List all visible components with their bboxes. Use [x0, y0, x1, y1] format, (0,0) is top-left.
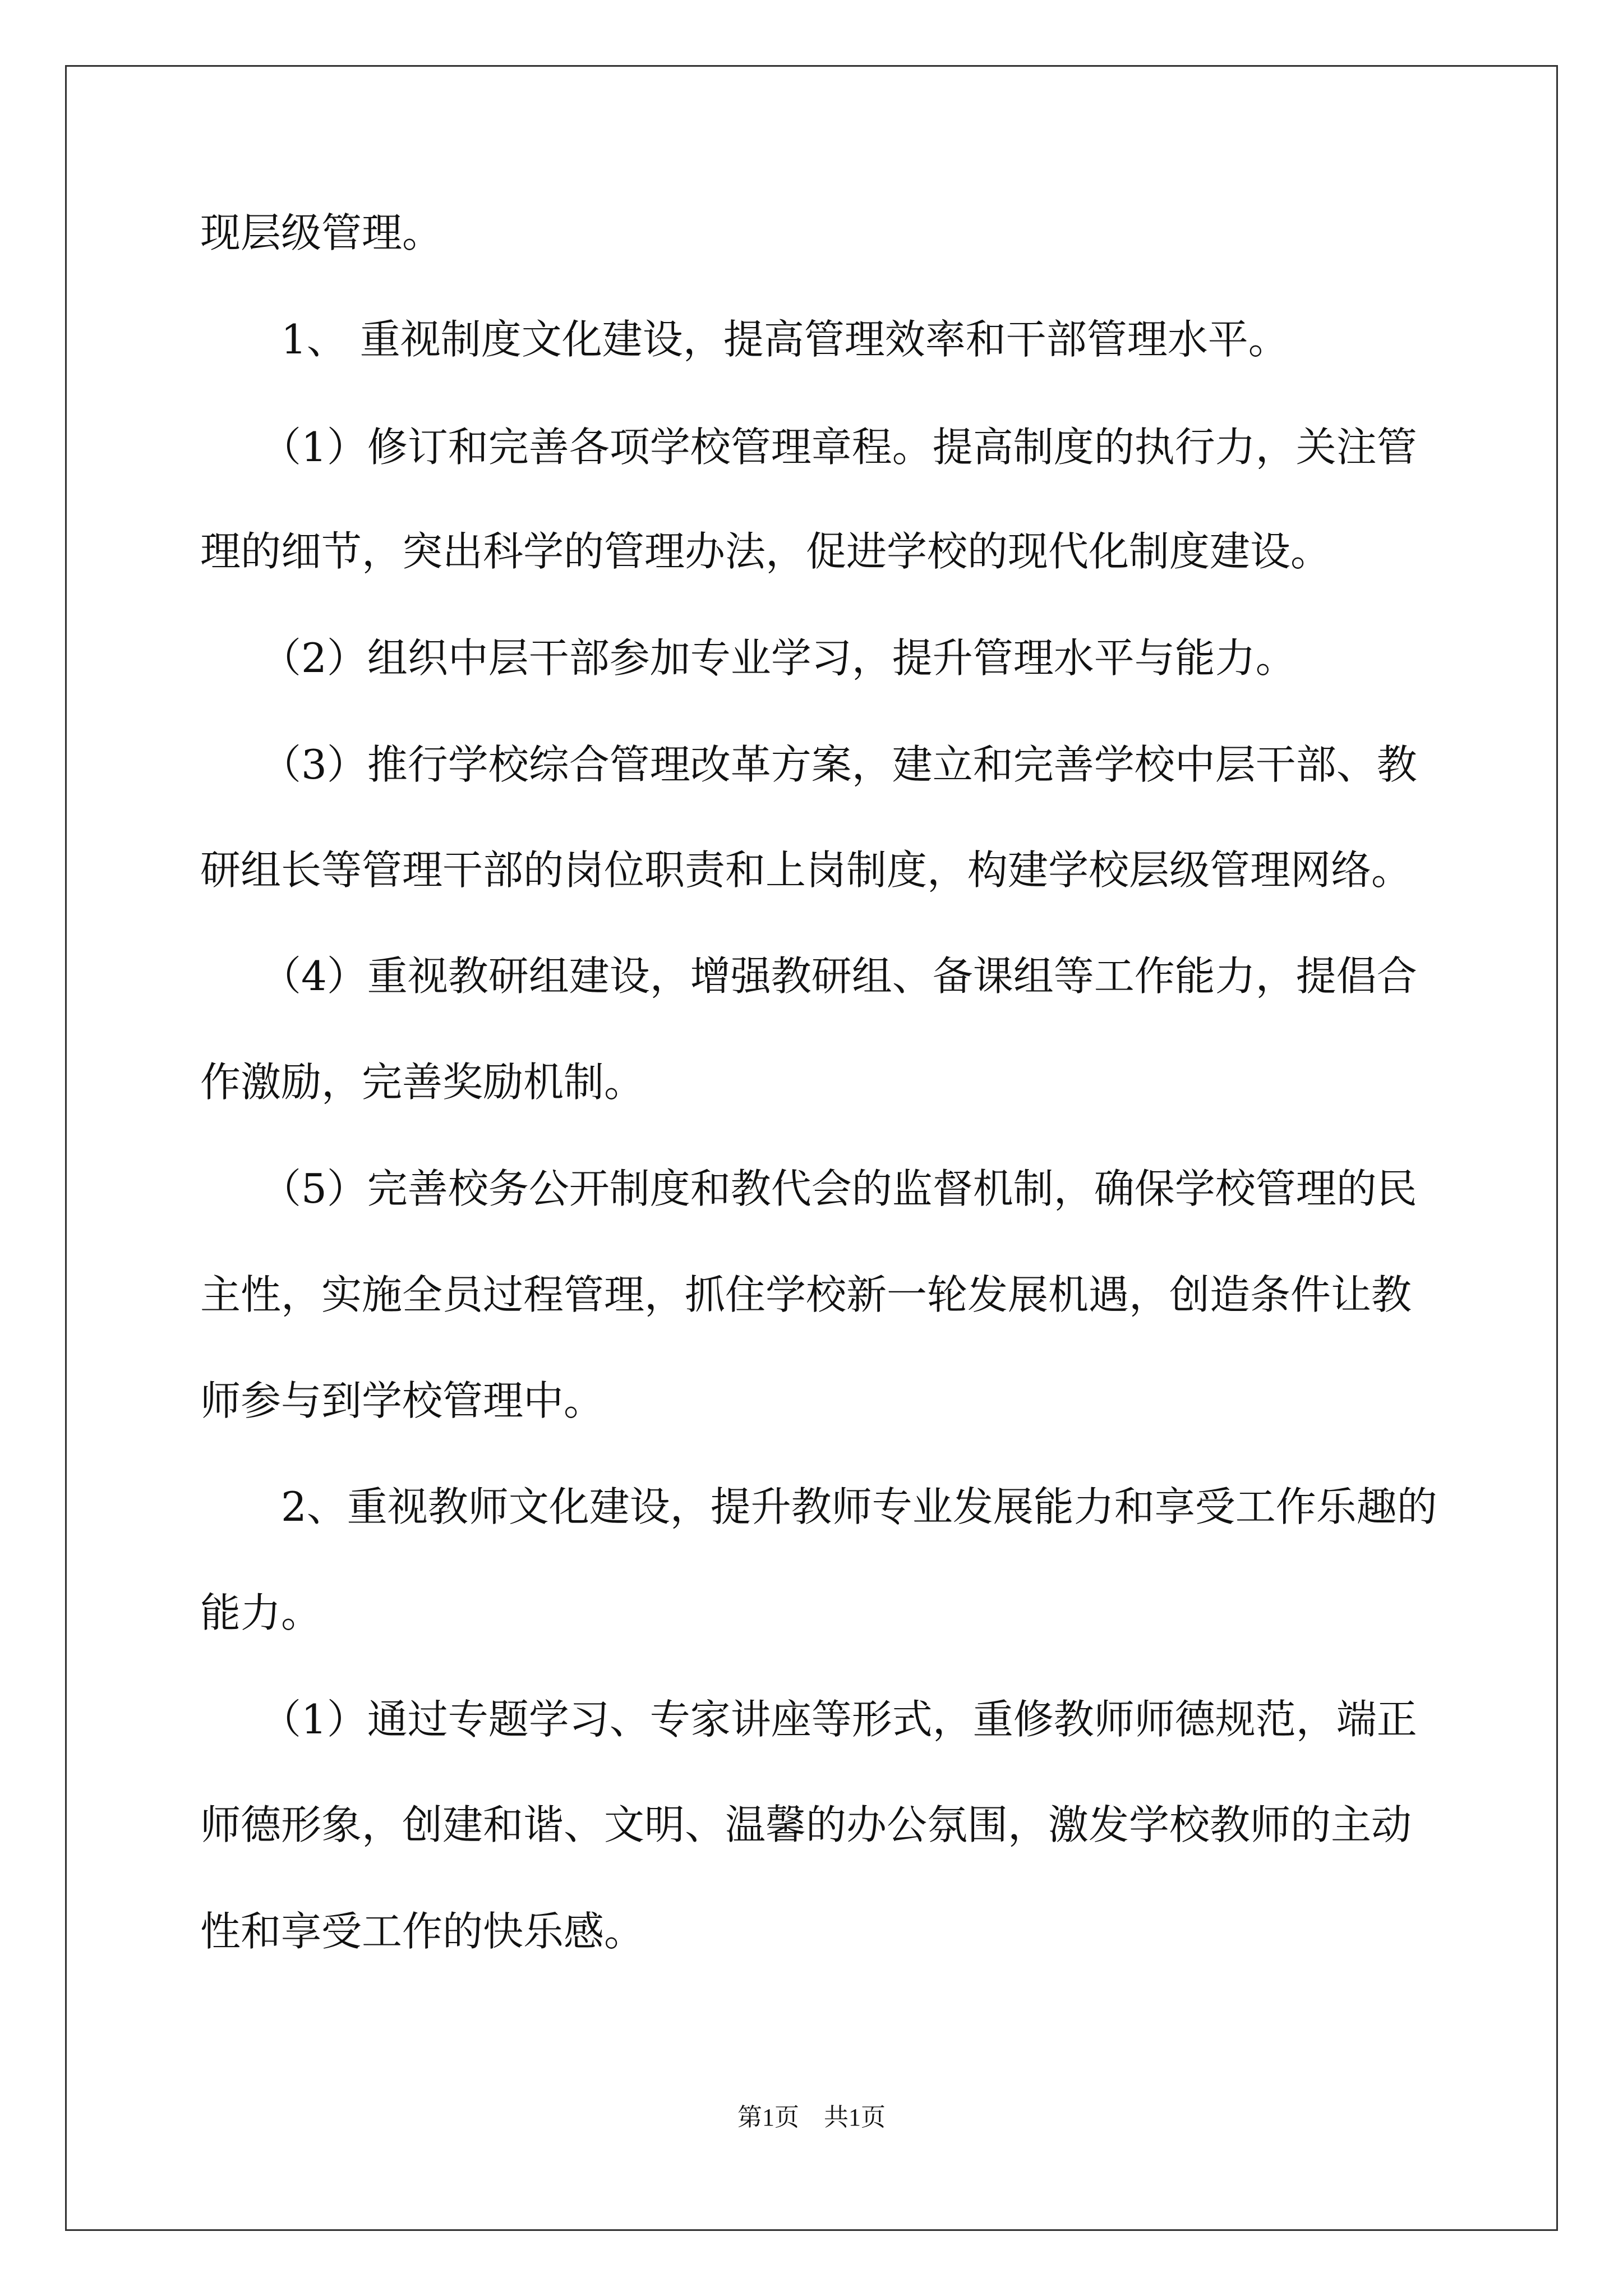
text-line: 性和享受工作的快乐感。 [200, 1908, 645, 1955]
page-footer [0, 2101, 1623, 2134]
text-line: （2）组织中层干部参加专业学习，提升管理水平与能力。 [200, 634, 1296, 682]
text-line: （1）修订和完善各项学校管理章程。提高制度的执行力，关注管 [200, 424, 1417, 471]
text-line: 师参与到学校管理中。 [200, 1377, 605, 1424]
text-line: （5）完善校务公开制度和教代会的监督机制，确保学校管理的民 [200, 1165, 1417, 1212]
text-line: （4）重视教研组建设，增强教研组、备课组等工作能力，提倡合 [200, 953, 1417, 1000]
text-line: 能力。 [200, 1589, 322, 1636]
text-line: 师德形象，创建和谐、文明、温馨的办公氛围，激发学校教师的主动 [200, 1801, 1412, 1848]
text-line: 1、 重视制度文化建设，提高管理效率和干部管理水平。 [200, 316, 1289, 363]
text-line: （1）通过专题学习、专家讲座等形式，重修教师师德规范，端正 [200, 1696, 1417, 1743]
text-line: 2、重视教师文化建设，提升教师专业发展能力和享受工作乐趣的 [200, 1483, 1437, 1530]
text-line: 研组长等管理干部的岗位职责和上岗制度，构建学校层级管理网络。 [200, 846, 1412, 894]
text-line: （3）推行学校综合管理改革方案，建立和完善学校中层干部、教 [200, 741, 1417, 788]
text-line: 作激励，完善奖励机制。 [200, 1059, 645, 1106]
text-line: 现层级管理。 [200, 209, 443, 256]
text-line: 理的细节，突出科学的管理办法，促进学校的现代化制度建设。 [200, 528, 1331, 575]
page-number: 第1页 共1页 [737, 2104, 886, 2131]
text-line: 主性，实施全员过程管理，抓住学校新一轮发展机遇，创造条件让教 [200, 1271, 1412, 1318]
